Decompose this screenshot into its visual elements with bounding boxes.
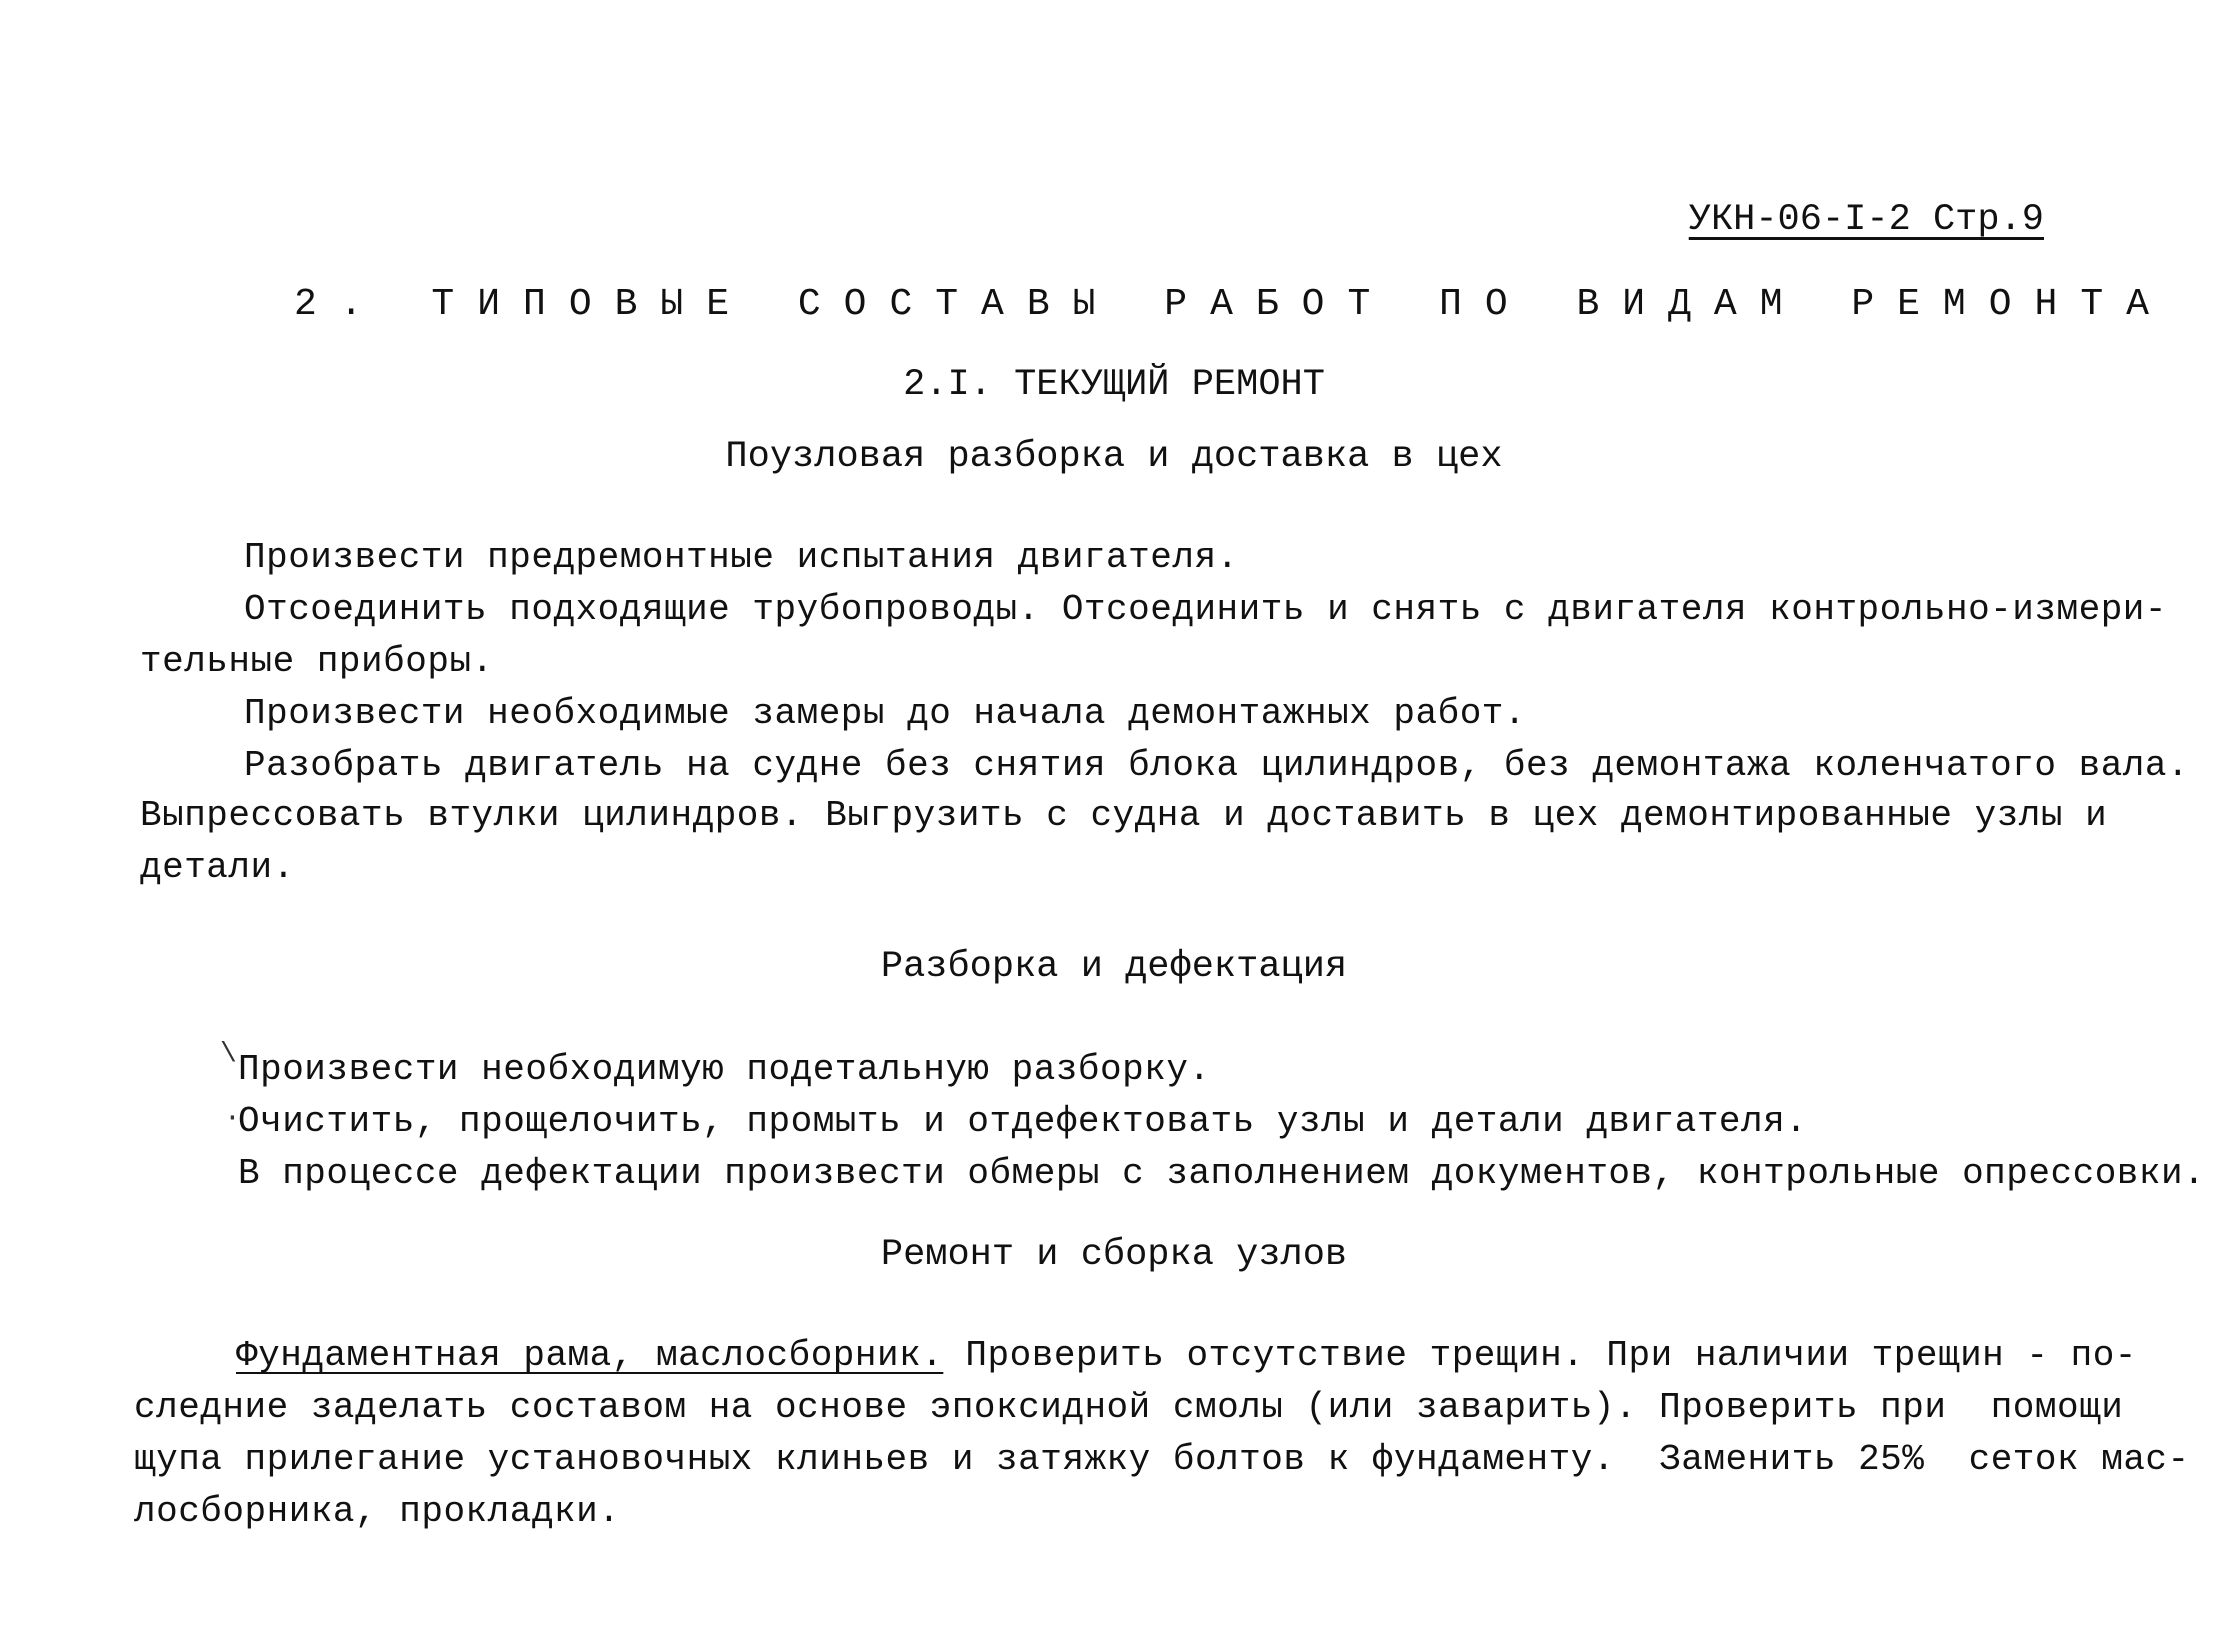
part3-line-1 (236, 1334, 2137, 1378)
part1-line-7: детали. (140, 847, 295, 888)
part2-line-3: В процессе дефектации произвести обмеры с заполнением документов, контрольные опрессовки. (238, 1153, 2206, 1194)
scan-mark: · (224, 1103, 241, 1134)
part2-heading: Разборка и дефектация (880, 946, 1348, 988)
scan-mark: \ (220, 1039, 237, 1070)
section-title: 2. ТИПОВЫЕ СОСТАВЫ РАБОТ ПО ВИДАМ РЕМОНТА (294, 283, 2172, 326)
part3-line-4: лосборника, прокладки. (134, 1491, 621, 1532)
part3-lead-underlined: Фундаментная рама, маслосборник. (236, 1335, 944, 1376)
document-code-header: УКН-06-I-2 Стр.9 (1688, 199, 2044, 241)
subsection-title: 2.I. ТЕКУЩИЙ РЕМОНТ (903, 364, 1325, 406)
part1-line-6: Выпрессовать втулки цилиндров. Выгрузить с судна и доставить в цех демонтированные узлы и (140, 795, 2108, 836)
part2-line-1: Произвести необходимую подетальную разборку. (238, 1049, 1211, 1090)
part1-line-4: Произвести необходимые замеры до начала демонтажных работ. (244, 693, 1527, 734)
part1-heading: Поузловая разборка и доставка в цех (725, 436, 1503, 478)
part3-line-2: следние заделать составом на основе эпоксидной смолы (или заварить). Проверить при помощи (134, 1387, 2124, 1428)
part3-line-3: щупа прилегание установочных клиньев и затяжку болтов к фундаменту. Заменить 25% сеток мас- (134, 1439, 2190, 1480)
part2-line-2: Очистить, прощелочить, промыть и отдефектовать узлы и детали двигателя. (238, 1101, 1808, 1142)
part3-heading: Ремонт и сборка узлов (880, 1234, 1348, 1276)
part1-line-2: Отсоединить подходящие трубопроводы. Отсоединить и снять с двигателя контрольно-измери- (244, 589, 2168, 630)
part3-line-1-text: Проверить отсутствие трещин. При наличии трещин - по- (943, 1335, 2137, 1376)
part1-line-3: тельные приборы. (140, 641, 494, 682)
part1-line-1: Произвести предремонтные испытания двигателя. (244, 537, 1239, 578)
part1-line-5: Разобрать двигатель на судне без снятия блока цилиндров, без демонтажа коленчатого вала. (244, 745, 2190, 786)
